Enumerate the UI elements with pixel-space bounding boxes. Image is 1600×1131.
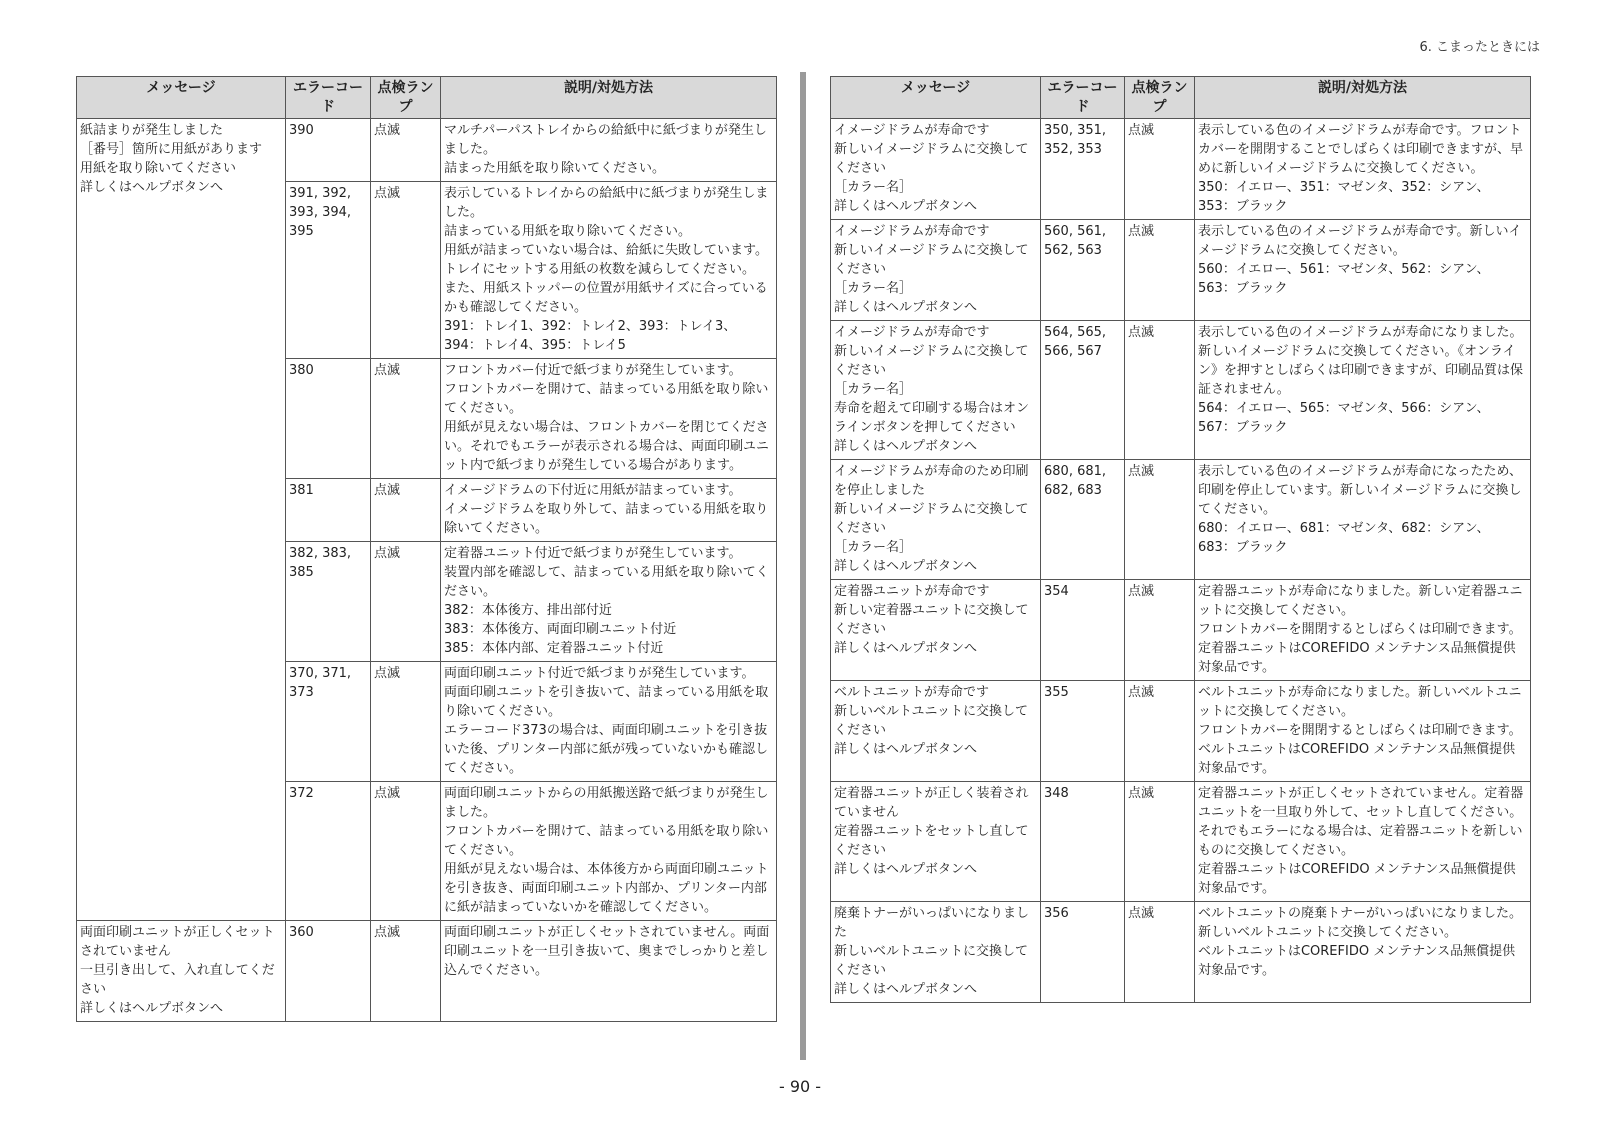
error-message: イメージドラムが寿命です 新しいイメージドラムに交換してください ［カラー名］ 詳しくはヘルプボタンへ bbox=[831, 119, 1041, 220]
error-message: イメージドラムが寿命です 新しいイメージドラムに交換してください ［カラー名］ 寿命を超えて印刷する場合はオンラインボタンを押してください 詳しくはヘルプボタンへ bbox=[831, 321, 1041, 460]
description: マルチパーパストレイからの給紙中に紙づまりが発生しました。 詰まった用紙を取り除いてください。 bbox=[441, 119, 777, 182]
error-message: 両面印刷ユニットが正しくセットされていません 一旦引き出して、入れ直してください 詳しくはヘルプボタンへ bbox=[77, 921, 286, 1022]
description: 表示している色のイメージドラムが寿命になったため、印刷を停止しています。新しいイメージドラムに交換してください。 680：イエロー、681：マゼンタ、682：シアン、683：ブラック bbox=[1195, 460, 1531, 580]
description: 表示している色のイメージドラムが寿命です。新しいイメージドラムに交換してください。 560：イエロー、561：マゼンタ、562：シアン、563：ブラック bbox=[1195, 220, 1531, 321]
lamp-status: 点滅 bbox=[371, 479, 441, 542]
description: 定着器ユニットが寿命になりました。新しい定着器ユニットに交換してください。 フロントカバーを開閉するとしばらくは印刷できます。 定着器ユニットはCOREFIDO メンテナンス品無償提供対象品です。 bbox=[1195, 580, 1531, 681]
description: 定着器ユニット付近で紙づまりが発生しています。 装置内部を確認して、詰まっている用紙を取り除いてください。 382：本体後方、排出部付近 383：本体後方、両面印刷ユニット付近 385：本体内部、定着器ユニット付近 bbox=[441, 542, 777, 662]
error-code: 382, 383, 385 bbox=[286, 542, 371, 662]
column-header-description: 説明/対処方法 bbox=[1195, 77, 1531, 119]
lamp-status: 点滅 bbox=[371, 542, 441, 662]
table-row bbox=[831, 460, 1531, 580]
error-code: 350, 351, 352, 353 bbox=[1041, 119, 1125, 220]
error-code: 370, 371, 373 bbox=[286, 662, 371, 782]
column-header-message: メッセージ bbox=[831, 77, 1041, 119]
description: 表示している色のイメージドラムが寿命です。フロントカバーを開閉することでしばらくは印刷できますが、早めに新しいイメージドラムに交換してください。 350：イエロー、351：マゼンタ、352：シアン、353：ブラック bbox=[1195, 119, 1531, 220]
lamp-status: 点滅 bbox=[1125, 580, 1195, 681]
error-code: 564, 565, 566, 567 bbox=[1041, 321, 1125, 460]
lamp-status: 点滅 bbox=[1125, 460, 1195, 580]
table-row bbox=[831, 681, 1531, 782]
lamp-status: 点滅 bbox=[1125, 782, 1195, 902]
column-header-code: エラーコード bbox=[1041, 77, 1125, 119]
error-message: 廃棄トナーがいっぱいになりました 新しいベルトユニットに交換してください 詳しくはヘルプボタンへ bbox=[831, 902, 1041, 1003]
error-table-left bbox=[76, 76, 777, 1022]
chapter-header: 6. こまったときには bbox=[1419, 40, 1540, 55]
error-message: イメージドラムが寿命のため印刷を停止しました 新しいイメージドラムに交換してください ［カラー名］ 詳しくはヘルプボタンへ bbox=[831, 460, 1041, 580]
error-code: 355 bbox=[1041, 681, 1125, 782]
error-message: 紙詰まりが発生しました ［番号］箇所に用紙があります 用紙を取り除いてください 詳しくはヘルプボタンへ bbox=[77, 119, 286, 921]
error-code: 380 bbox=[286, 359, 371, 479]
error-code: 356 bbox=[1041, 902, 1125, 1003]
lamp-status: 点滅 bbox=[1125, 681, 1195, 782]
description: 両面印刷ユニットからの用紙搬送路で紙づまりが発生しました。 フロントカバーを開けて、詰まっている用紙を取り除いてください。 用紙が見えない場合は、本体後方から両面印刷ユニットを引き抜き、両面印刷ユニット内部か、プリンター内部に紙が詰まっていないかを確認してください。 bbox=[441, 782, 777, 921]
lamp-status: 点滅 bbox=[371, 662, 441, 782]
lamp-status: 点滅 bbox=[371, 359, 441, 479]
lamp-status: 点滅 bbox=[1125, 902, 1195, 1003]
column-header-message: メッセージ bbox=[77, 77, 286, 119]
error-code: 680, 681, 682, 683 bbox=[1041, 460, 1125, 580]
table-row bbox=[77, 119, 777, 182]
lamp-status: 点滅 bbox=[371, 921, 441, 1022]
table-header-row bbox=[77, 77, 777, 119]
lamp-status: 点滅 bbox=[1125, 119, 1195, 220]
lamp-status: 点滅 bbox=[371, 182, 441, 359]
error-code: 354 bbox=[1041, 580, 1125, 681]
description: 表示している色のイメージドラムが寿命になりました。新しいイメージドラムに交換してください。《オンライン》を押すとしばらくは印刷できますが、印刷品質は保証されません。 564：イエロー、565：マゼンタ、566：シアン、567：ブラック bbox=[1195, 321, 1531, 460]
error-code: 348 bbox=[1041, 782, 1125, 902]
error-message: 定着器ユニットが正しく装着されていません 定着器ユニットをセットし直してください 詳しくはヘルプボタンへ bbox=[831, 782, 1041, 902]
lamp-status: 点滅 bbox=[1125, 321, 1195, 460]
column-header-description: 説明/対処方法 bbox=[441, 77, 777, 119]
column-header-lamp: 点検ランプ bbox=[1125, 77, 1195, 119]
error-code: 381 bbox=[286, 479, 371, 542]
error-table-right bbox=[830, 76, 1531, 1003]
description: ベルトユニットが寿命になりました。新しいベルトユニットに交換してください。 フロントカバーを開閉するとしばらくは印刷できます。 ベルトユニットはCOREFIDO メンテナンス品無償提供対象品です。 bbox=[1195, 681, 1531, 782]
description: イメージドラムの下付近に用紙が詰まっています。 イメージドラムを取り外して、詰まっている用紙を取り除いてください。 bbox=[441, 479, 777, 542]
description: 両面印刷ユニットが正しくセットされていません。両面印刷ユニットを一旦引き抜いて、奥までしっかりと差し込んでください。 bbox=[441, 921, 777, 1022]
table-row bbox=[831, 220, 1531, 321]
error-code: 360 bbox=[286, 921, 371, 1022]
page-divider bbox=[800, 72, 806, 1060]
table-row bbox=[831, 782, 1531, 902]
column-header-code: エラーコード bbox=[286, 77, 371, 119]
table-header-row bbox=[831, 77, 1531, 119]
table-row bbox=[831, 321, 1531, 460]
table-row bbox=[831, 902, 1531, 1003]
error-code: 390 bbox=[286, 119, 371, 182]
description: 両面印刷ユニット付近で紙づまりが発生しています。 両面印刷ユニットを引き抜いて、詰まっている用紙を取り除いてください。 エラーコード373の場合は、両面印刷ユニットを引き抜いた後、プリンター内部に紙が残っていないかも確認してください。 bbox=[441, 662, 777, 782]
table-row bbox=[77, 921, 777, 1022]
column-header-lamp: 点検ランプ bbox=[371, 77, 441, 119]
error-message: イメージドラムが寿命です 新しいイメージドラムに交換してください ［カラー名］ 詳しくはヘルプボタンへ bbox=[831, 220, 1041, 321]
lamp-status: 点滅 bbox=[371, 782, 441, 921]
description: ベルトユニットの廃棄トナーがいっぱいになりました。新しいベルトユニットに交換してください。 ベルトユニットはCOREFIDO メンテナンス品無償提供対象品です。 bbox=[1195, 902, 1531, 1003]
lamp-status: 点滅 bbox=[1125, 220, 1195, 321]
table-row bbox=[831, 580, 1531, 681]
error-message: ベルトユニットが寿命です 新しいベルトユニットに交換してください 詳しくはヘルプボタンへ bbox=[831, 681, 1041, 782]
table-row bbox=[831, 119, 1531, 220]
page-number: - 90 - bbox=[778, 1077, 822, 1096]
error-message: 定着器ユニットが寿命です 新しい定着器ユニットに交換してください 詳しくはヘルプボタンへ bbox=[831, 580, 1041, 681]
description: フロントカバー付近で紙づまりが発生しています。 フロントカバーを開けて、詰まっている用紙を取り除いてください。 用紙が見えない場合は、フロントカバーを閉じてください。それでもエラーが表示される場合は、両面印刷ユニット内で紙づまりが発生している場合があります。 bbox=[441, 359, 777, 479]
error-code: 391, 392, 393, 394, 395 bbox=[286, 182, 371, 359]
error-code: 560, 561, 562, 563 bbox=[1041, 220, 1125, 321]
lamp-status: 点滅 bbox=[371, 119, 441, 182]
description: 定着器ユニットが正しくセットされていません。定着器ユニットを一旦取り外して、セットし直してください。 それでもエラーになる場合は、定着器ユニットを新しいものに交換してください。 定着器ユニットはCOREFIDO メンテナンス品無償提供対象品です。 bbox=[1195, 782, 1531, 902]
error-code: 372 bbox=[286, 782, 371, 921]
description: 表示しているトレイからの給紙中に紙づまりが発生しました。 詰まっている用紙を取り除いてください。 用紙が詰まっていない場合は、給紙に失敗しています。トレイにセットする用紙の枚数を減らしてください。 また、用紙ストッパーの位置が用紙サイズに合っているかも確認してください。 391：トレイ1、392：トレイ2、393：トレイ3、394：トレイ4、395：トレイ5 bbox=[441, 182, 777, 359]
